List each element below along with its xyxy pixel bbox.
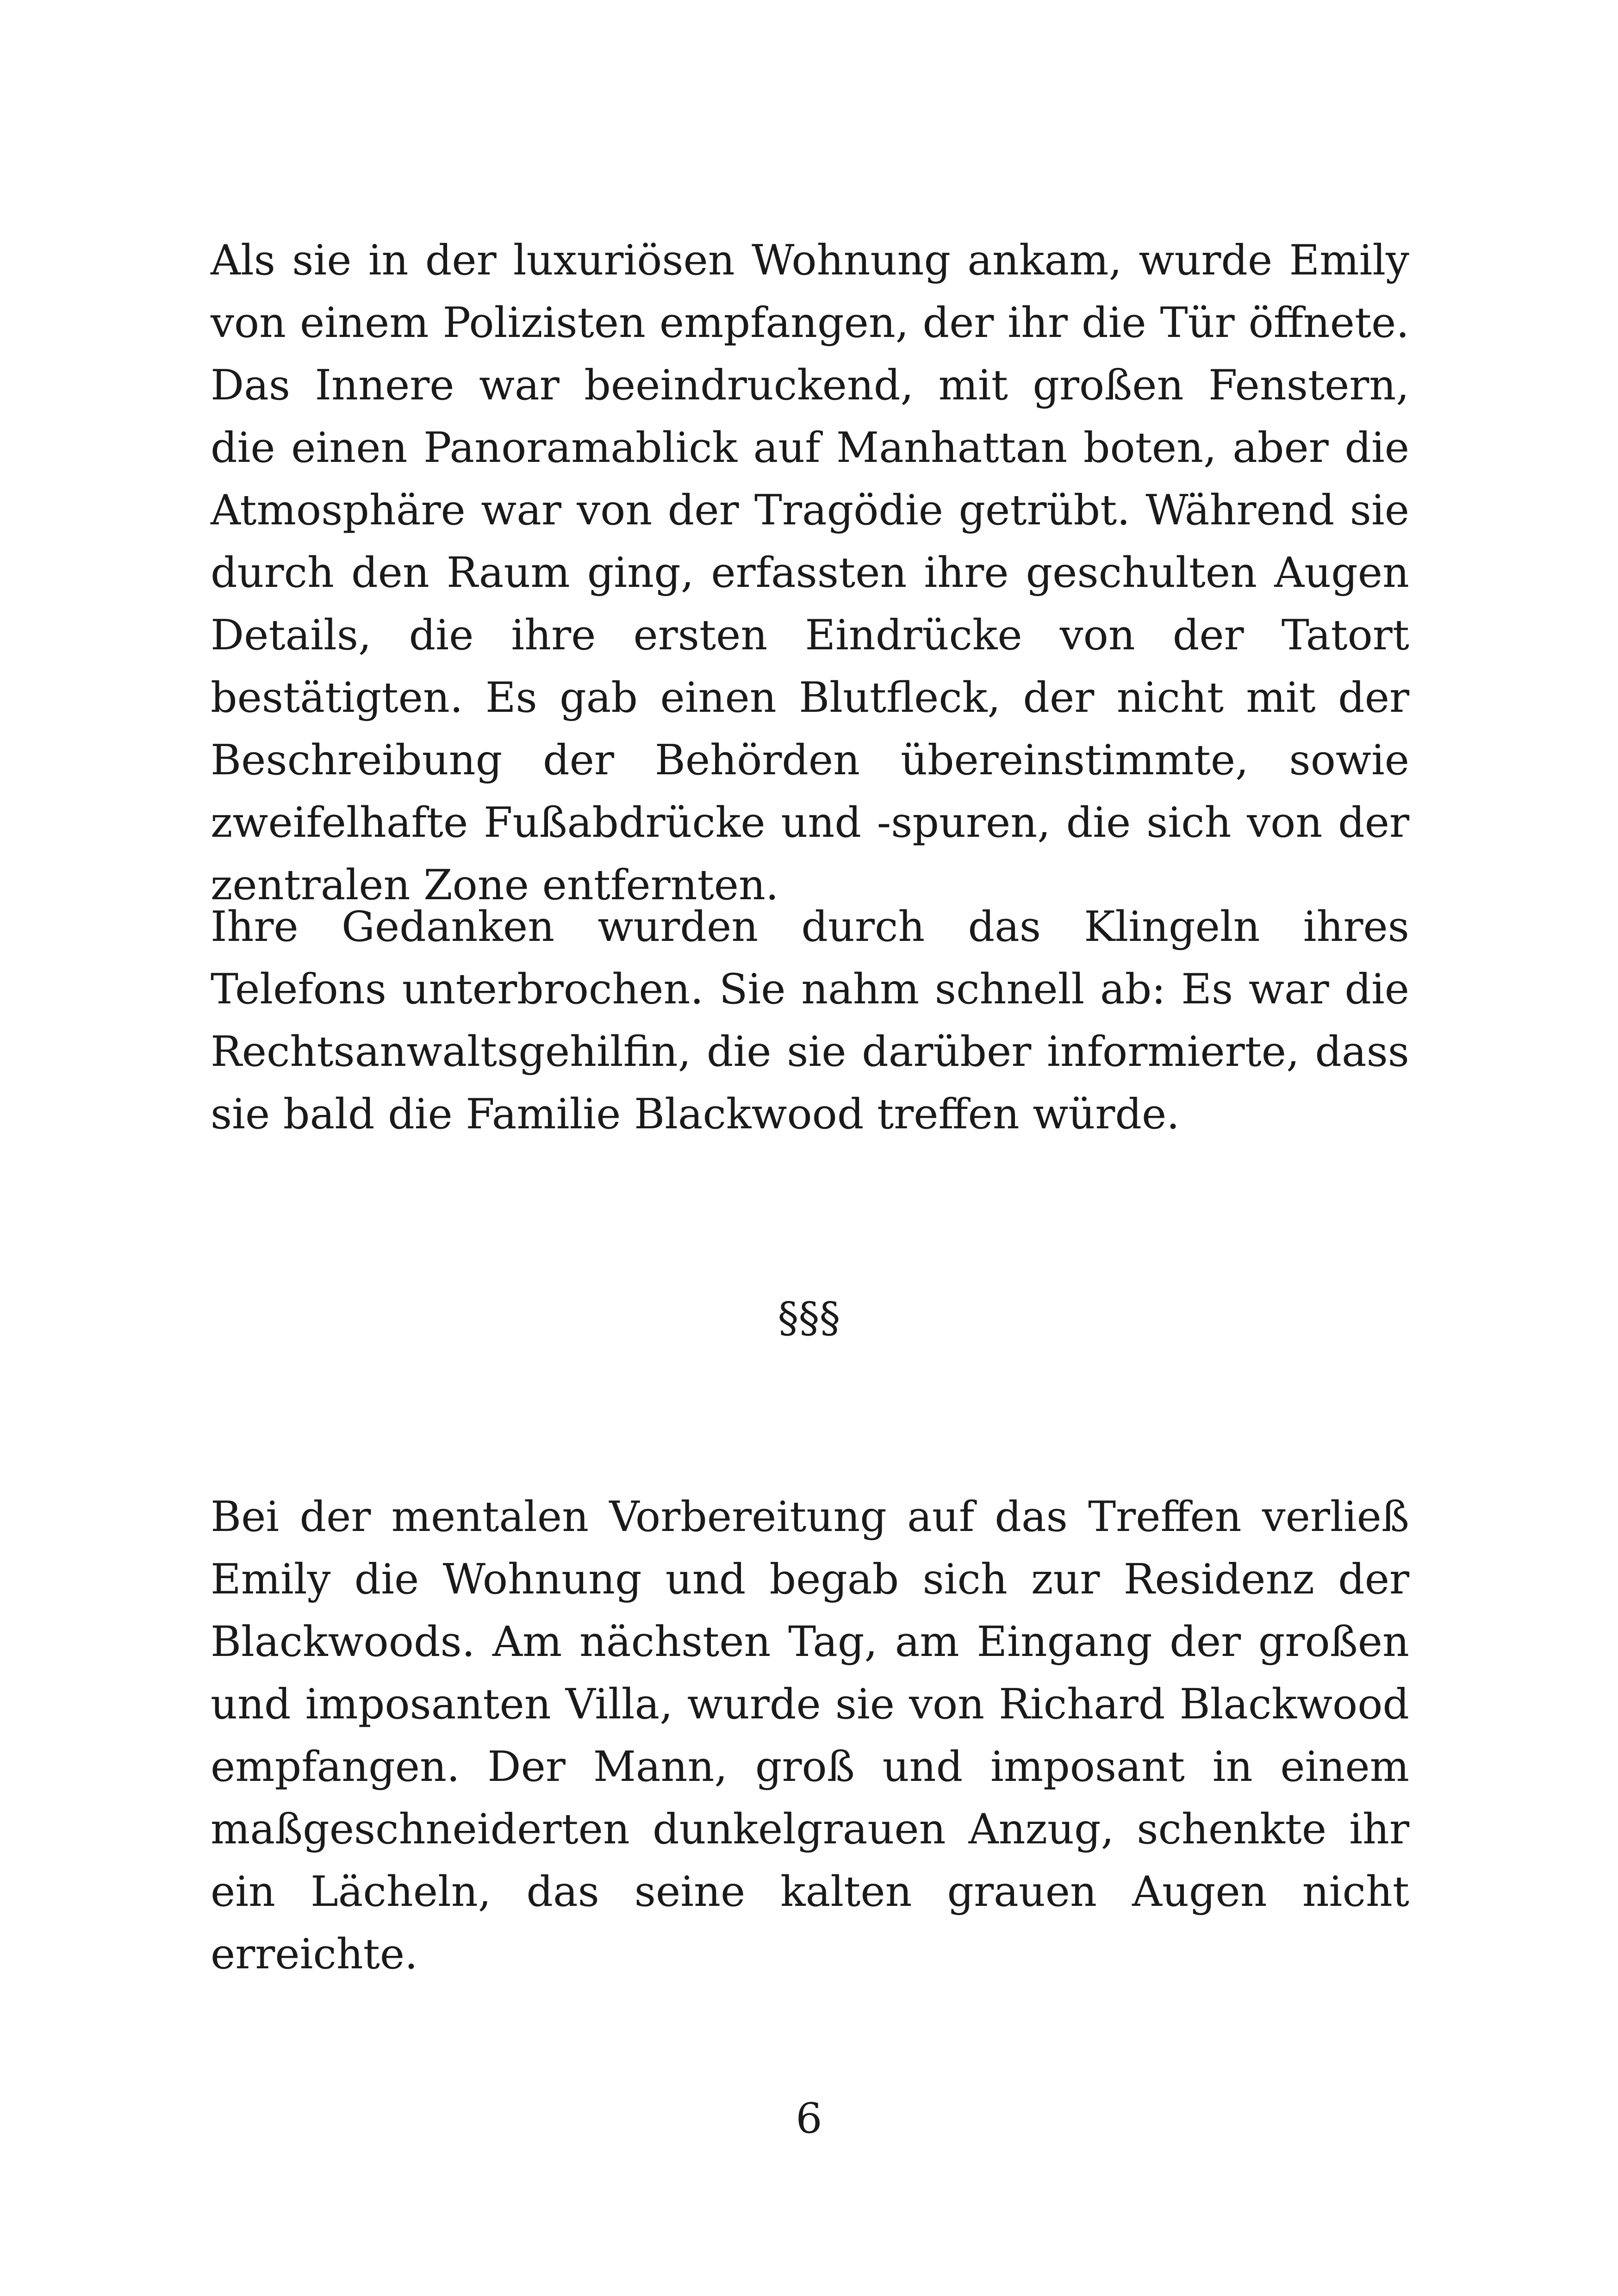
section-separator: §§§ (778, 1294, 840, 1342)
page-number: 6 (796, 2094, 822, 2143)
paragraph-3: Bei der mentalen Vorbereitung auf das Treffen verließ Emily die Wohnung und begab sich zur Residenz der Blackwoods. Am nächsten Tag, am Eingang der großen und imposanten Villa, wurde sie von Richard Blackwood empfangen. Der Mann, groß und imposant in einem maßgeschneiderten dunkelgrauen Anzug, schenkte ihr ein Lächeln, das seine kalten grauen Augen nicht erreichte. (211, 1493, 1409, 1979)
paragraph-1: Als sie in der luxuriösen Wohnung ankam, wurde Emily von einem Polizisten empfangen, der ihr die Tür öffnete. Das Innere war beeindruckend, mit großen Fenstern, die einen Panoramablick auf Manhattan boten, aber die Atmosphäre war von der Tragödie getrübt. Während sie durch den Raum ging, erfassten ihre geschulten Augen Details, die ihre ersten Eindrücke von der Tatort bestätigten. Es gab einen Blutfleck, der nicht mit der Beschreibung der Behörden übereinstimmte, sowie zweifelhafte Fußabdrücke und -spuren, die sich von der zentralen Zone entfernten. (211, 236, 1409, 909)
paragraph-2: Ihre Gedanken wurden durch das Klingeln ihres Telefons unterbrochen. Sie nahm schnell ab: Es war die Rechtsanwaltsgehilfin, die sie darüber informierte, dass sie bald die Familie Blackwood treffen würde. (211, 902, 1409, 1139)
